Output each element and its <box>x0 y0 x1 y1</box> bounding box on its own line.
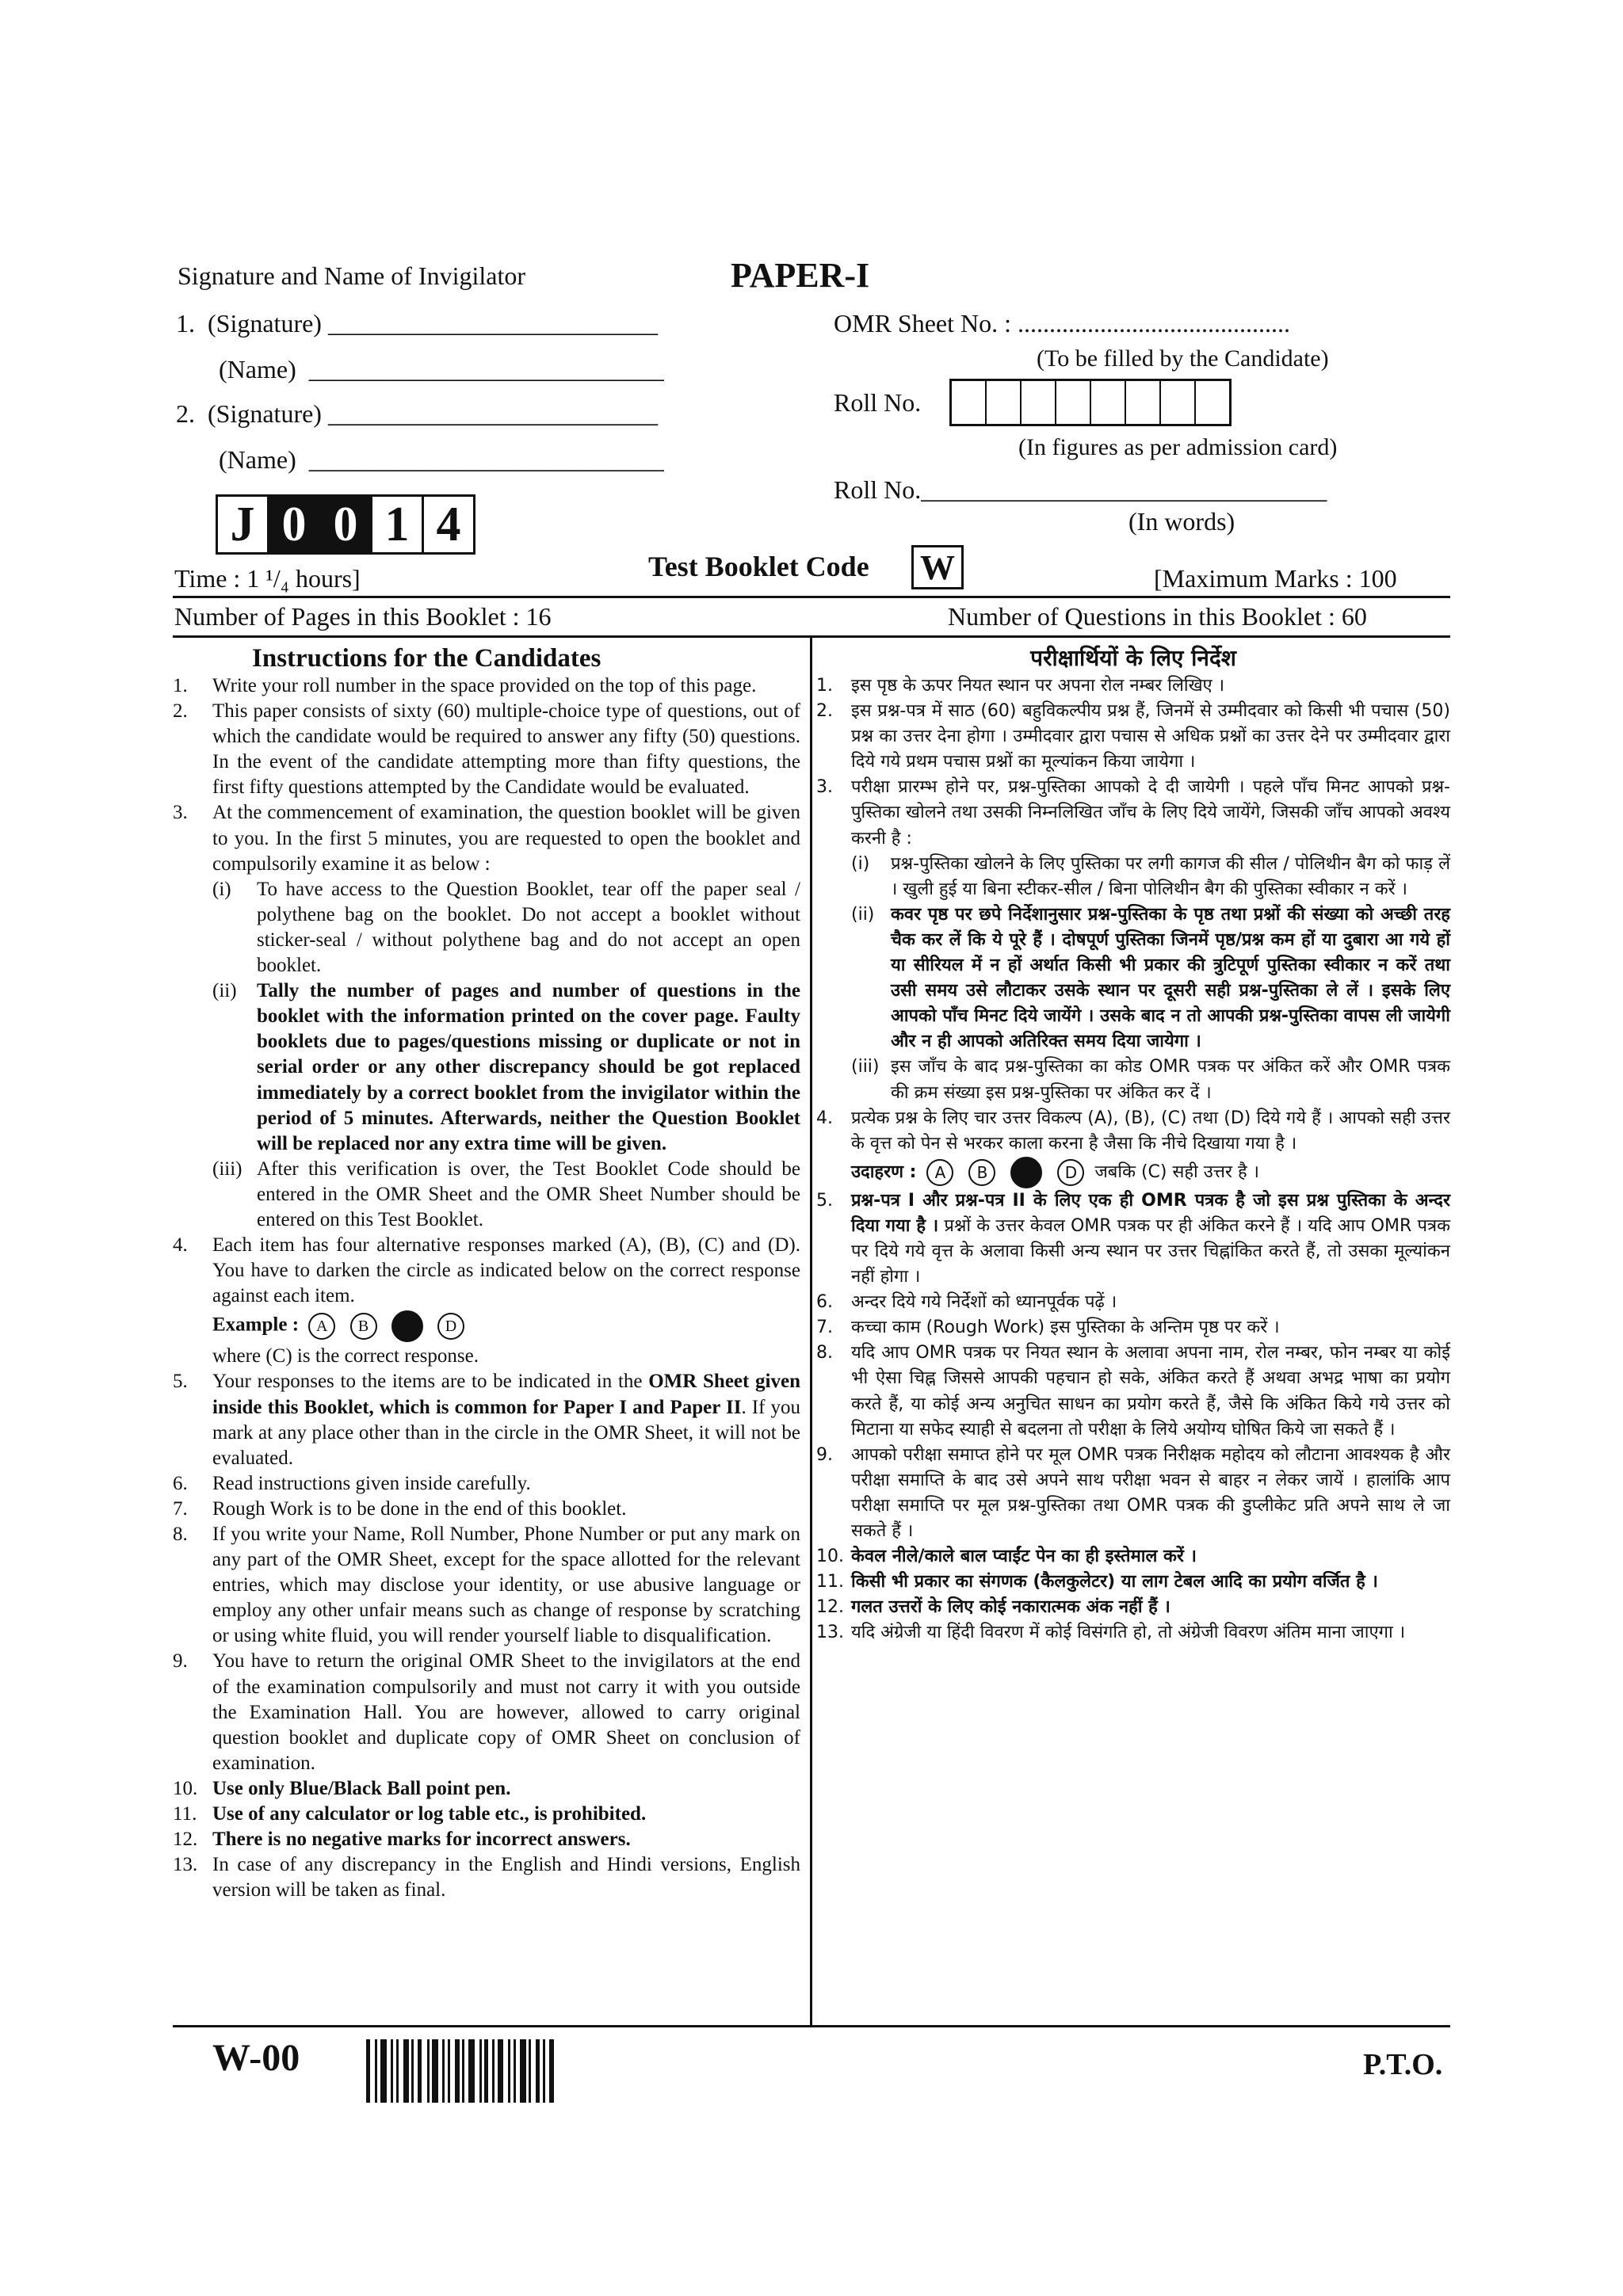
name-2-field[interactable]: (Name) ____________________________ <box>219 445 664 474</box>
instruction-3: At the commencement of examination, the question booklet will be given to you. In the first 5 minutes, you are requested to open the booklet and compulsorily examine it as below : <box>212 802 800 875</box>
hindi-example-label: उदाहरण : <box>851 1161 917 1182</box>
booklet-code-box <box>216 494 475 555</box>
option-bubble-b: B <box>350 1313 377 1340</box>
instruction-1: Write your roll number in the space provided on the top of this page. <box>212 675 757 696</box>
booklet-code-char: 0 <box>267 497 319 552</box>
instruction-9: You have to return the original OMR Sheet to the invigilators at the end of the examination compulsorily and must not carry it with you outside the Examination Hall. You are however, allowed to carry original question booklet and duplicate copy of OMR Sheet on conclusion of examination. <box>212 1650 800 1774</box>
footer-divider <box>173 2025 1450 2027</box>
instruction-7: Rough Work is to be done in the end of this booklet. <box>212 1497 627 1520</box>
roll-no-label: Roll No. <box>834 388 922 417</box>
booklet-code-char: 1 <box>370 497 422 552</box>
pto-label: P.T.O. <box>1363 2048 1443 2081</box>
roll-in-words-field[interactable]: Roll No.________________________________ <box>834 475 1327 504</box>
instruction-6: Read instructions given inside carefully. <box>212 1472 531 1494</box>
example-note: where (C) is the correct response. <box>212 1345 479 1367</box>
omr-note: (To be filled by the Candidate) <box>1037 345 1329 372</box>
instruction-3-ii: Tally the number of pages and number of questions in the booklet with the information printed on the cover page. Faulty booklets due to pages/questions missing or duplicate or not in serial order or any other discrepancy should be got replaced immediately by a correct booklet from the invigilator within the period of 5 minutes. Afterwards, neither the Question Booklet will be replaced nor any extra time will be given. <box>257 980 800 1154</box>
pages-count: Number of Pages in this Booklet : 16 <box>174 602 552 631</box>
hindi-example-note: जबकि (C) सही उत्तर है । <box>1094 1161 1259 1182</box>
example-row <box>212 1310 800 1342</box>
booklet-code-char: 4 <box>422 497 473 552</box>
example-label: Example : <box>212 1314 300 1337</box>
hindi-instruction-12: गलत उत्तरों के लिए कोई नकारात्मक अंक नहीं हैं । <box>851 1597 1170 1618</box>
option-bubble-d: D <box>437 1313 464 1340</box>
test-booklet-code-letter: W <box>911 545 964 589</box>
column-divider <box>810 638 812 2026</box>
hindi-title: परीक्षार्थियों के लिए निर्देश <box>1030 645 1236 671</box>
hindi-instruction-3-iii: इस जाँच के बाद प्रश्न-पुस्तिका का कोड OMR पत्रक पर अंकित करें और OMR पत्रक की क्रम संख्या इस प्रश्न-पुस्तिका पर अंकित कर दें । <box>891 1057 1450 1103</box>
instruction-8: If you write your Name, Roll Number, Phone Number or put any mark on any part of the OMR Sheet, except for the space allotted for the relevant entries, which may disclose your identity, or use abusive language or employ any other unfair means such as change of response by scratching or using white fluid, you will render yourself liable to disqualification. <box>212 1524 800 1647</box>
omr-sheet-no-field[interactable]: OMR Sheet No. : ........................................... <box>834 309 1290 338</box>
option-bubble-c-filled <box>1010 1157 1042 1188</box>
hindi-instruction-10: केवल नीले/काले बाल प्वाईंट पेन का ही इस्तेमाल करें । <box>851 1547 1197 1567</box>
paper-title: PAPER-I <box>731 256 870 295</box>
instruction-4: Each item has four alternative responses marked (A), (B), (C) and (D). You have to darken the circle as indicated below on the correct response against each item. <box>212 1234 800 1307</box>
hindi-instructions: परीक्षार्थियों के लिए निर्देश 1. इस पृष्ठ के ऊपर नियत स्थान पर अपना रोल नम्बर लिखिए । 2. इस प्रश्न-पत्र में साठ (60) बहुविकल्पीय प्रश्न हैं, जिनमें से उम्मीदवार को किसी भी पचास (50) प्रश्न का उत्तर देना होगा । उम्मीदवार द्वारा पचास से अधिक प्रश्नों का उत्तर देने पर उम्मीदवार द्वारा दिये गये प्रथम पचास प्रश्नों का मूल्यांकन किया जायेगा । 3. परीक्षा प्रारम्भ होने पर, प्रश्न-पुस्तिका आपको दे दी जायेगी । पहले पाँच मिनट आपको प्रश्न-पुस्तिका खोलने तथा उसकी निम्नलिखित जाँच के लिए दिये जायेंगे, जिसकी जाँच आपको अवश्य करनी है : (i) प्रश्न-पुस्तिका खोलने के लिए पुस्तिका पर लगी कागज की सील / पोलिथीन बैग को फाड़ लें । खुली हुई या बिना स्टीकर-सील / बिना पोलिथीन बैग की पुस्तिका स्वीकार न करें । (ii) कवर पृष्ठ पर छपे निर्देशानुसार प्रश्न-पुस्तिका के पृष्ठ तथा प्रश्नों की संख्या को अच्छी तरह चैक कर लें कि ये पूरे हैं । दोषपूर्ण पुस्तिका जिनमें पृष्ठ/प्रश्न कम हों या दुबारा आ गये हों या सीरियल में न हों अर्थात किसी भी प्रकार की त्रुटिपूर्ण पुस्तिका स्वीकार न करें तथा उसी समय उसे लौटाकर उसके स्थान पर दूसरी सही प्रश्न-पुस्तिका ले लें । इसके लिए आपको पाँच मिनट दिये जायेंगे । उसके बाद न तो आपकी प्रश्न-पुस्तिका वापस ली जायेगी और न ही आपको अतिरिक्त समय दिया जायेगा । (iii) इस जाँच के बाद प्रश्न-पुस्तिका का कोड OMR पत्रक पर अंकित करें और OMR पत्रक की क्रम संख्या इस प्रश्न-पुस्तिका पर अंकित कर दें । 4. प्रत्येक प्रश्न के लिए चार उत्तर विकल्प (A), (B), (C) तथा (D) दिये गये हैं । आपको सही उत्तर के वृत्त को पेन से भरकर काला करना है जैसा कि नीचे दिखाया गया है । उदाहरण : A B D जबकि (C) सही उत्तर है । 5. प्रश्न-पत्र I और प्रश्न-पत्र II के लिए एक ही OMR पत्रक है जो इस प्रश्न पुस्तिका के अन्दर दिया गया है । प्रश्नों के उत्तर केवल OMR पत्रक पर ही अंकित करने हैं । यदि आप OMR पत्रक पर दिये गये वृत्त के अलावा किसी अन्य स्थान पर उत्तर चिह्नांकित करते हैं, तो उसका मूल्यांकन नहीं होगा । 6. अन्दर दिये गये निर्देशों को ध्यानपूर्वक पढ़ें । 7. कच्चा काम (Rough Work) इस पुस्तिका के अन्तिम पृष्ठ पर करें । 8. यदि आप OMR पत्रक पर नियत स्थान के अलावा अपना नाम, रोल नम्बर, फोन नम्बर या कोई भी ऐसा चिह्न जिससे आपकी पहचान हो सके, अंकित करते हैं अथवा अभद्र भाषा का प्रयोग करते हैं, या कोई अन्य अनुचित साधन का प्रयोग करते हैं, जैसे कि अंकित किये गये उत्तर को मिटाना या सफेद स्याही से बदलना तो परीक्षा के लिये अयोग्य घोषित किये जा सकते हैं । 9. आपको परीक्षा समाप्त होने पर मूल OMR पत्रक निरीक्षक महोदय को लौटाना आवश्यक है और परीक्षा समाप्ति के बाद उसे अपने साथ परीक्षा भवन से बाहर न लेकर जायें । हालांकि आप परीक्षा समाप्ति पर मूल प्रश्न-पुस्तिका तथा OMR पत्रक की डुप्लीकेट प्रति अपने साथ ले जा सकते हैं । 10. केवल नीले/काले बाल प्वाईंट पेन का ही इस्तेमाल करें । 11. किसी भी प्रकार का संगणक (कैलकुलेटर) या लाग टेबल आदि का प्रयोग वर्जित है । 12. गलत उत्तरों के लिए कोई नकारात्मक अंक नहीं हैं । 13. यदि अंग्रेजी या हिंदी विवरण में कोई विसंगति हो, तो अंग्रेजी विवरण अंतिम माना जाएगा । <box>816 643 1450 1646</box>
name-1-field[interactable]: (Name) ____________________________ <box>219 355 664 383</box>
signature-1-field[interactable]: 1. (Signature) __________________________ <box>176 309 658 338</box>
english-instructions: Instructions for the Candidates 1. Write your roll number in the space provided on the top of this page. 2. This paper consists of sixty (60) multiple-choice type of questions, out of which the candidate would be required to answer any fifty (50) questions. In the event of the candidate attempting more than fifty questions, the first fifty questions attempted by the Candidate would be evaluated. 3. At the commencement of examination, the question booklet will be given to you. In the first 5 minutes, you are requested to open the booklet and compulsorily examine it as below : (i) To have access to the Question Booklet, tear off the paper seal / polythene bag on the booklet. Do not accept a booklet without sticker-seal / without polythene bag and do not accept an open booklet. (ii) Tally the number of pages and number of questions in the booklet with the information printed on the cover page. Faulty booklets due to pages/questions missing or duplicate or not in serial order or any other discrepancy should be got replaced immediately by a correct booklet from the invigilator within the period of 5 minutes. Afterwards, neither the Question Booklet will be replaced nor any extra time will be given. (iii) After this verification is over, the Test Booklet Code should be entered in the OMR Sheet and the OMR Sheet Number should be entered on this Test Booklet. 4. Each item has four alternative responses marked (A), (B), (C) and (D). You have to darken the circle as indicated below on the correct response against each item. Example : A B D where (C) is the correct response. 5. Your responses to the items are to be indicated in the OMR Sheet given inside this Booklet, which is common for Paper I and Paper II. If you mark at any place other than in the circle in the OMR Sheet, it will not be evaluated. 6. Read instructions given inside carefully. 7. Rough Work is to be done in the end of this booklet. 8. If you write your Name, Roll Number, Phone Number or put any mark on any part of the OMR Sheet, except for the space allotted for the relevant entries, which may disclose your identity, or use abusive language or employ any other unfair means such as change of response by scratching or using white fluid, you will render yourself liable to disqualification. 9. You have to return the original OMR Sheet to the invigilators at the end of the examination compulsorily and must not carry it with you outside the Examination Hall. You are however, allowed to carry original question booklet and duplicate copy of OMR Sheet on conclusion of examination. 10. Use only Blue/Black Ball point pen. 11. Use of any calculator or log table etc., is prohibited. 12. There is no negative marks for incorrect answers. 13. In case of any discrepancy in the English and Hindi versions, English version will be taken as final. <box>173 643 800 1903</box>
instruction-12: There is no negative marks for incorrect answers. <box>212 1829 631 1851</box>
test-booklet-code-label: Test Booklet Code <box>648 551 869 582</box>
hindi-instruction-13: यदि अंग्रेजी या हिंदी विवरण में कोई विसंगति हो, तो अंग्रेजी विवरण अंतिम माना जाएगा । <box>851 1623 1406 1643</box>
option-bubble-c-filled <box>391 1310 423 1342</box>
instruction-3-iii: After this verification is over, the Test Booklet Code should be entered in the OMR Sheet and the OMR Sheet Number should be entered on this Test Booklet. <box>257 1158 800 1230</box>
paper-code: W-00 <box>212 2037 300 2079</box>
time-allowed: Time : 1 ¹/₄ hours] <box>174 564 361 593</box>
hindi-instruction-3-ii: कवर पृष्ठ पर छपे निर्देशानुसार प्रश्न-पुस्तिका के पृष्ठ तथा प्रश्नों की संख्या को अच्छी तरह चैक कर लें कि ये पूरे हैं । दोषपूर्ण पुस्तिका जिनमें पृष्ठ/प्रश्न कम हों या दुबारा आ गये हों या सीरियल में न हों अर्थात किसी भी प्रकार की त्रुटिपूर्ण पुस्तिका स्वीकार न करें तथा उसी समय उसे लौटाकर उसके स्थान पर दूसरी सही प्रश्न-पुस्तिका ले लें । इसके लिए आपको पाँच मिनट दिये जायेंगे । उसके बाद न तो आपकी प्रश्न-पुस्तिका वापस ली जायेगी और न ही आपको अतिरिक्त समय दिया जायेगा । <box>891 904 1450 1052</box>
option-bubble-a: A <box>926 1159 953 1186</box>
booklet-code-char: J <box>230 497 255 551</box>
hindi-instruction-9: आपको परीक्षा समाप्त होने पर मूल OMR पत्रक निरीक्षक महोदय को लौटाना आवश्यक है और परीक्षा समाप्ति के बाद उसे अपने साथ परीक्षा भवन से बाहर न लेकर जायें । हालांकि आप परीक्षा समाप्ति पर मूल प्रश्न-पुस्तिका तथा OMR पत्रक की डुप्लीकेट प्रति अपने साथ ले जा सकते हैं । <box>851 1444 1450 1541</box>
hindi-instruction-8: यदि आप OMR पत्रक पर नियत स्थान के अलावा अपना नाम, रोल नम्बर, फोन नम्बर या कोई भी ऐसा चिह्न जिससे आपकी पहचान हो सके, अंकित करते हैं अथवा अभद्र भाषा का प्रयोग करते हैं, या कोई अन्य अनुचित साधन का प्रयोग करते हैं, जैसे कि अंकित किये गये उत्तर को मिटाना या सफेद स्याही से बदलना तो परीक्षा के लिये अयोग्य घोषित किये जा सकते हैं । <box>851 1343 1450 1440</box>
hindi-instruction-3: परीक्षा प्रारम्भ होने पर, प्रश्न-पुस्तिका आपको दे दी जायेगी । पहले पाँच मिनट आपको प्रश्न-पुस्तिका खोलने तथा उसकी निम्नलिखित जाँच के लिए दिये जायेंगे, जिसकी जाँच आपको अवश्य करनी है : <box>851 777 1450 849</box>
questions-count: Number of Questions in this Booklet : 60 <box>948 602 1367 631</box>
option-bubble-a: A <box>308 1313 335 1340</box>
instruction-2: This paper consists of sixty (60) multiple-choice type of questions, out of which the candidate would be required to answer any fifty (50) questions. In the event of the candidate attempting more than fifty questions, the first fifty questions attempted by the Candidate would be evaluated. <box>212 700 800 799</box>
instruction-3-i: To have access to the Question Booklet, tear off the paper seal / polythene bag on the booklet. Do not accept a booklet without sticker-seal / without polythene bag and do not accept an open booklet. <box>257 878 800 977</box>
signature-2-field[interactable]: 2. (Signature) __________________________ <box>176 399 658 428</box>
hindi-instruction-5: प्रश्न-पत्र I और प्रश्न-पत्र II के लिए एक ही OMR पत्रक है जो इस प्रश्न पुस्तिका के अन्दर दिया गया है । प्रश्नों के उत्तर केवल OMR पत्रक पर ही अंकित करने हैं । यदि आप OMR पत्रक पर दिये गये वृत्त के अलावा किसी अन्य स्थान पर उत्तर चिह्नांकित करते हैं, तो उसका मूल्यांकन नहीं होगा । <box>851 1190 1450 1287</box>
hindi-instruction-6: अन्दर दिये गये निर्देशों को ध्यानपूर्वक पढ़ें । <box>851 1292 1117 1313</box>
roll-words-note: (In words) <box>1128 507 1235 536</box>
english-title: Instructions for the Candidates <box>252 644 601 673</box>
divider <box>173 596 1450 598</box>
maximum-marks: [Maximum Marks : 100 <box>1154 564 1397 593</box>
hindi-example-row <box>851 1157 1450 1188</box>
option-bubble-d: D <box>1057 1159 1084 1186</box>
hindi-instruction-1: इस पृष्ठ के ऊपर नियत स्थान पर अपना रोल नम्बर लिखिए । <box>851 676 1225 696</box>
hindi-instruction-11: किसी भी प्रकार का संगणक (कैलकुलेटर) या लाग टेबल आदि का प्रयोग वर्जित है । <box>851 1572 1378 1592</box>
hindi-instruction-2: इस प्रश्न-पत्र में साठ (60) बहुविकल्पीय प्रश्न हैं, जिनमें से उम्मीदवार को किसी भी पचास (50) प्रश्न का उत्तर देना होगा । उम्मीदवार द्वारा पचास से अधिक प्रश्नों का उत्तर देने पर उम्मीदवार द्वारा दिये गये प्रथम पचास प्रश्नों का मूल्यांकन किया जायेगा । <box>851 701 1450 772</box>
hindi-instruction-7: कच्चा काम (Rough Work) इस पुस्तिका के अन्तिम पृष्ठ पर करें । <box>851 1318 1280 1338</box>
hindi-instruction-3-i: प्रश्न-पुस्तिका खोलने के लिए पुस्तिका पर लगी कागज की सील / पोलिथीन बैग को फाड़ लें । खुली हुई या बिना स्टीकर-सील / बिना पोलिथीन बैग की पुस्तिका स्वीकार न करें । <box>891 853 1450 899</box>
instruction-10: Use only Blue/Black Ball point pen. <box>212 1777 511 1799</box>
booklet-code-char: 0 <box>319 497 370 552</box>
invigilator-title: Signature and Name of Invigilator <box>178 261 525 290</box>
instruction-11: Use of any calculator or log table etc., is prohibited. <box>212 1803 647 1825</box>
option-bubble-b: B <box>968 1159 995 1186</box>
roll-note: (In figures as per admission card) <box>1018 434 1338 460</box>
instruction-5: Your responses to the items are to be indicated in the OMR Sheet given inside this Booklet, which is common for Paper I and Paper II. If you mark at any place other than in the circle in the OMR Sheet, it will not be evaluated. <box>212 1371 801 1469</box>
instruction-13: In case of any discrepancy in the English and Hindi versions, English version will be taken as final. <box>212 1854 800 1901</box>
barcode <box>366 2039 554 2103</box>
hindi-instruction-4: प्रत्येक प्रश्न के लिए चार उत्तर विकल्प (A), (B), (C) तथा (D) दिये गये हैं । आपको सही उत्तर के वृत्त को पेन से भरकर काला करना है जैसा कि नीचे दिखाया गया है । <box>851 1108 1450 1154</box>
roll-number-boxes[interactable] <box>949 379 1232 426</box>
